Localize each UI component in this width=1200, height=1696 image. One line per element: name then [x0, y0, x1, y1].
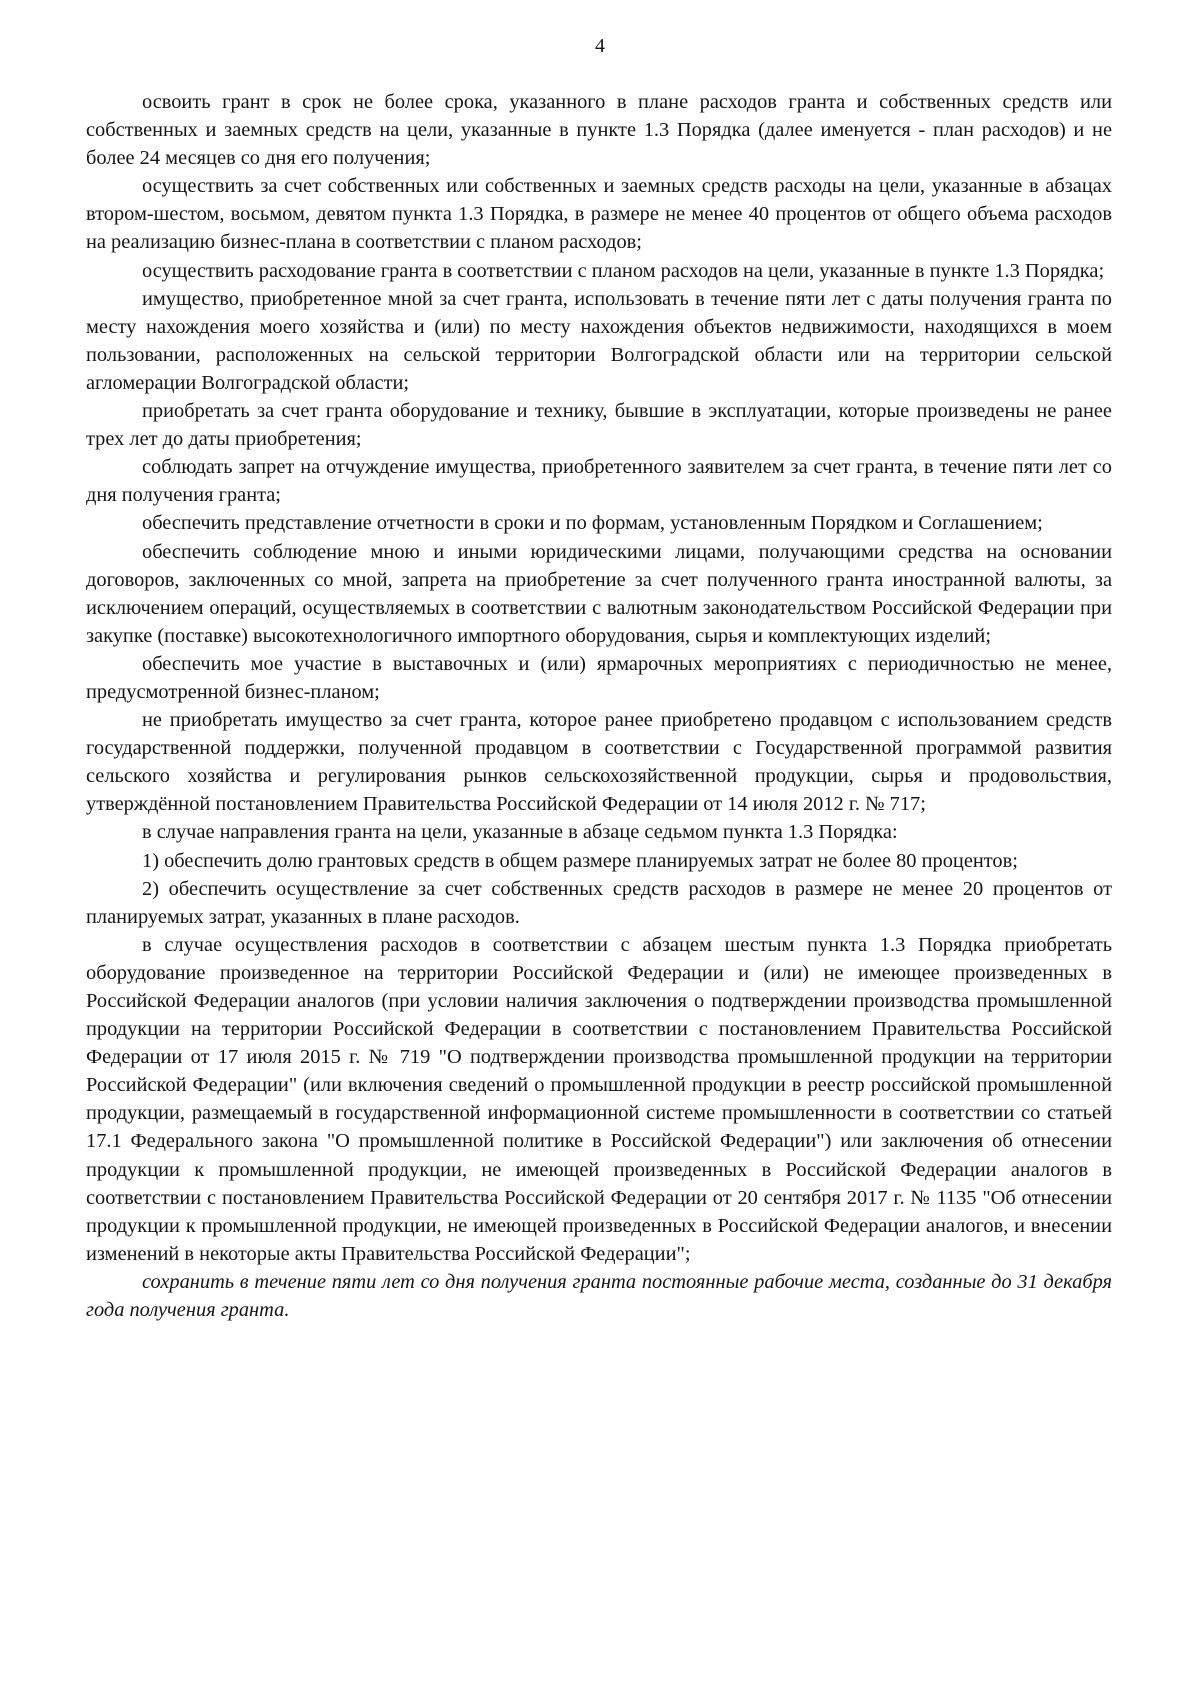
paragraph-russian-equipment: в случае осуществления расходов в соответствии с абзацем шестым пункта 1.3 Порядка приобретать оборудование произведенное на территории Российской Федерации и (или) не имеющее произведенных в Российской Федерации аналогов (при условии наличия заключения о подтверждении производства промышленной продукции на территории Российской Федерации в соответствии с постановлением Правительства Российской Федерации от 17 июля 2015 г. № 719 "О подтверждении производства промышленной продукции на территории Российской Федерации" (или включения сведений о промышленной продукции в реестр российской промышленной продукции, размещаемый в государственной информационной системе промышленности в соответствии со статьей 17.1 Федерального закона "О промышленной политике в Российской Федерации") или заключения об отнесении продукции к промышленной продукции, не имеющей произведенных в Российской Федерации аналогов в соответствии с постановлением Правительства Российской Федерации от 20 сентября 2017 г. № 1135 "Об отнесении продукции к промышленной продукции, не имеющей произведенных в Российской Федерации аналогов, и внесении изменений в некоторые акты Правительства Российской Федерации";: [86, 933, 1112, 1265]
paragraph-state-support-property: не приобретать имущество за счет гранта, которое ранее приобретено продавцом с использованием средств государственной поддержки, полученной продавцом в соответствии с Государственной программой развития сельского хозяйства и регулирования рынков сельскохозяйственной продукции, сырья и продовольствия, утверждённой постановлением Правительства Российской Федерации от 14 июля 2012 г. № 717;: [86, 709, 1112, 816]
paragraph-own-funds-expenses: осуществить за счет собственных или собственных и заемных средств расходы на цели, указанные в абзацах втором-шестом, восьмом, девятом пункта 1.3 Порядка, в размере не менее 40 процентов от общего объема расходов на реализацию бизнес-плана в соответствии с планом расходов;: [86, 175, 1112, 254]
paragraph-property-use: имущество, приобретенное мной за счет гранта, использовать в течение пяти лет с даты получения гранта по месту нахождения моего хозяйства и (или) по месту нахождения объектов недвижимости, находящихся в моем пользовании, расположенных на сельской территории Волгоградской области или на территории сельской агломерации Волгоградской области;: [86, 287, 1112, 394]
paragraph-jobs-retention: сохранить в течение пяти лет со дня получения гранта постоянные рабочие места, созданные до 31 декабря года получения гранта.: [86, 1270, 1112, 1322]
document-body: [86, 88, 1112, 1324]
paragraph-reporting: обеспечить представление отчетности в сроки и по формам, установленным Порядком и Соглашением;: [142, 512, 1043, 535]
paragraph-grant-deadline: освоить грант в срок не более срока, указанного в плане расходов гранта и собственных средств или собственных и заемных средств на цели, указанные в пункте 1.3 Порядка (далее именуется - план расходов) и не более 24 месяцев со дня его получения;: [86, 91, 1112, 170]
paragraph-used-equipment: приобретать за счет гранта оборудование и технику, бывшие в эксплуатации, которые произведены не ранее трех лет до даты приобретения;: [86, 400, 1112, 451]
paragraph-item-1: 1) обеспечить долю грантовых средств в общем размере планируемых затрат не более 80 процентов;: [142, 849, 1018, 872]
paragraph-alienation-ban: соблюдать запрет на отчуждение имущества, приобретенного заявителем за счет гранта, в течение пяти лет со дня получения гранта;: [86, 456, 1112, 507]
paragraph-item-2: 2) обеспечить осуществление за счет собственных средств расходов в размере не менее 20 процентов от планируемых затрат, указанных в плане расходов.: [86, 877, 1112, 928]
page-number: 4: [595, 35, 605, 57]
paragraph-grant-spending: осуществить расходование гранта в соответствии с планом расходов на цели, указанные в пункте 1.3 Порядка;: [142, 259, 1105, 282]
paragraph-seventh-clause: в случае направления гранта на цели, указанные в абзаце седьмом пункта 1.3 Порядка:: [142, 821, 898, 844]
paragraph-currency-ban: обеспечить соблюдение мною и иными юридическими лицами, получающими средства на основании договоров, заключенных со мной, запрета на приобретение за счет полученного гранта иностранной валюты, за исключением операций, осуществляемых в соответствии с валютным законодательством Российской Федерации при закупке (поставке) высокотехнологичного импортного оборудования, сырья и комплектующих изделий;: [86, 540, 1112, 647]
paragraph-exhibitions: обеспечить мое участие в выставочных и (или) ярмарочных мероприятиях с периодичностью не менее, предусмотренной бизнес-планом;: [86, 652, 1112, 703]
